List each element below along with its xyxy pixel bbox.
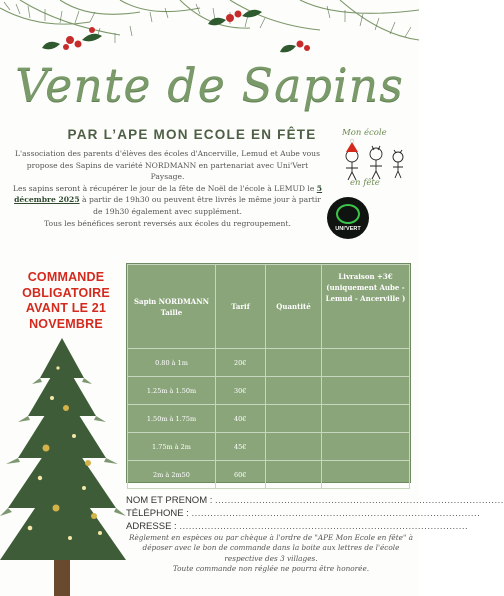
row-delivery-cell[interactable] <box>322 433 410 461</box>
univert-logo <box>327 197 369 239</box>
table-row <box>128 461 410 489</box>
row-delivery-cell[interactable] <box>322 405 410 433</box>
christmas-tree-illustration <box>0 338 132 596</box>
table-row <box>128 377 410 405</box>
row-price: 45€ <box>216 433 266 461</box>
row-price: 30€ <box>216 377 266 405</box>
payment-instructions <box>126 533 416 575</box>
table-row <box>128 433 410 461</box>
row-size: 1.25m à 1.50m <box>128 377 216 405</box>
ape-logo-text-top: Mon école <box>342 128 387 138</box>
row-delivery-cell[interactable] <box>322 461 410 489</box>
univert-logo-text: UNI'VERT <box>335 226 361 232</box>
col-header-size: Sapin NORDMANN Taille <box>128 265 216 349</box>
row-price: 40€ <box>216 405 266 433</box>
row-delivery-cell[interactable] <box>322 349 410 377</box>
row-size: 2m à 2m50 <box>128 461 216 489</box>
intro-paragraph-1: L'association des parents d'élèves des écoles d'Ancerville, Lemud et Aube vous propose des Sapins de variété NORDMANN en partenariat avec Uni'Vert Paysage. <box>15 149 320 182</box>
table-row <box>128 405 410 433</box>
order-deadline-note: COMMANDE OBLIGATOIRE AVANT LE 21 NOVEMBRE <box>22 270 110 331</box>
row-size: 1.50m à 1.75m <box>128 405 216 433</box>
intro-p2-after: à partir de 19h30 ou peuvent être livrés le même jour à partir de 19h30 également avec supplément. <box>79 195 321 216</box>
row-size: 1.75m à 2m <box>128 433 216 461</box>
intro-p2-before: Les sapins seront à récupérer le jour de la fête de Noël de l'école à LEMUD le <box>12 183 317 193</box>
intro-paragraph-2 <box>10 183 325 218</box>
table-row <box>128 349 410 377</box>
row-quantity-cell[interactable] <box>266 377 322 405</box>
row-quantity-cell[interactable] <box>266 433 322 461</box>
payment-warning: Toute commande non réglée ne pourra être honorée. <box>172 564 370 574</box>
intro-text <box>10 148 325 229</box>
univert-leaf-icon <box>336 204 360 224</box>
col-header-price: Tarif <box>216 265 266 349</box>
row-size: 0.80 à 1m <box>128 349 216 377</box>
address-dots: ............................................................................................ <box>179 521 469 532</box>
order-table <box>126 263 411 483</box>
name-field[interactable] <box>126 494 504 507</box>
ape-logo-text-bottom: en fête <box>350 178 380 188</box>
address-field[interactable] <box>126 520 469 533</box>
name-dots: ............................................................................................ <box>215 495 504 506</box>
payment-text: Règlement en espèces ou par chèque à l'ordre de "APE Mon Ecole en fête" à déposer avec le bon de commande dans la boite aux lettres de l'école respective des 3 villages. <box>128 533 413 563</box>
row-quantity-cell[interactable] <box>266 349 322 377</box>
page-title: Vente de Sapins <box>15 58 404 112</box>
row-delivery-cell[interactable] <box>322 377 410 405</box>
row-quantity-cell[interactable] <box>266 405 322 433</box>
name-label: NOM ET PRENOM : <box>126 495 213 506</box>
row-price: 60€ <box>216 461 266 489</box>
event-date: 5 décembre 2025 <box>14 183 323 205</box>
address-label: ADRESSE : <box>126 521 177 532</box>
ape-logo <box>330 124 414 192</box>
col-header-delivery: Livraison +3€ (uniquement Aube - Lemud - Ancerville ) <box>322 265 410 349</box>
phone-dots: ............................................................................................ <box>191 508 481 519</box>
row-price: 20€ <box>216 349 266 377</box>
customer-form <box>126 494 504 533</box>
intro-paragraph-3: Tous les bénéfices seront reversés aux écoles du regroupement. <box>44 218 291 228</box>
col-header-quantity: Quantité <box>266 265 322 349</box>
phone-label: TÉLÉPHONE : <box>126 508 189 519</box>
phone-field[interactable] <box>126 507 481 520</box>
row-quantity-cell[interactable] <box>266 461 322 489</box>
page-subtitle: PAR L’APE MON ECOLE EN FÊTE <box>67 127 317 142</box>
